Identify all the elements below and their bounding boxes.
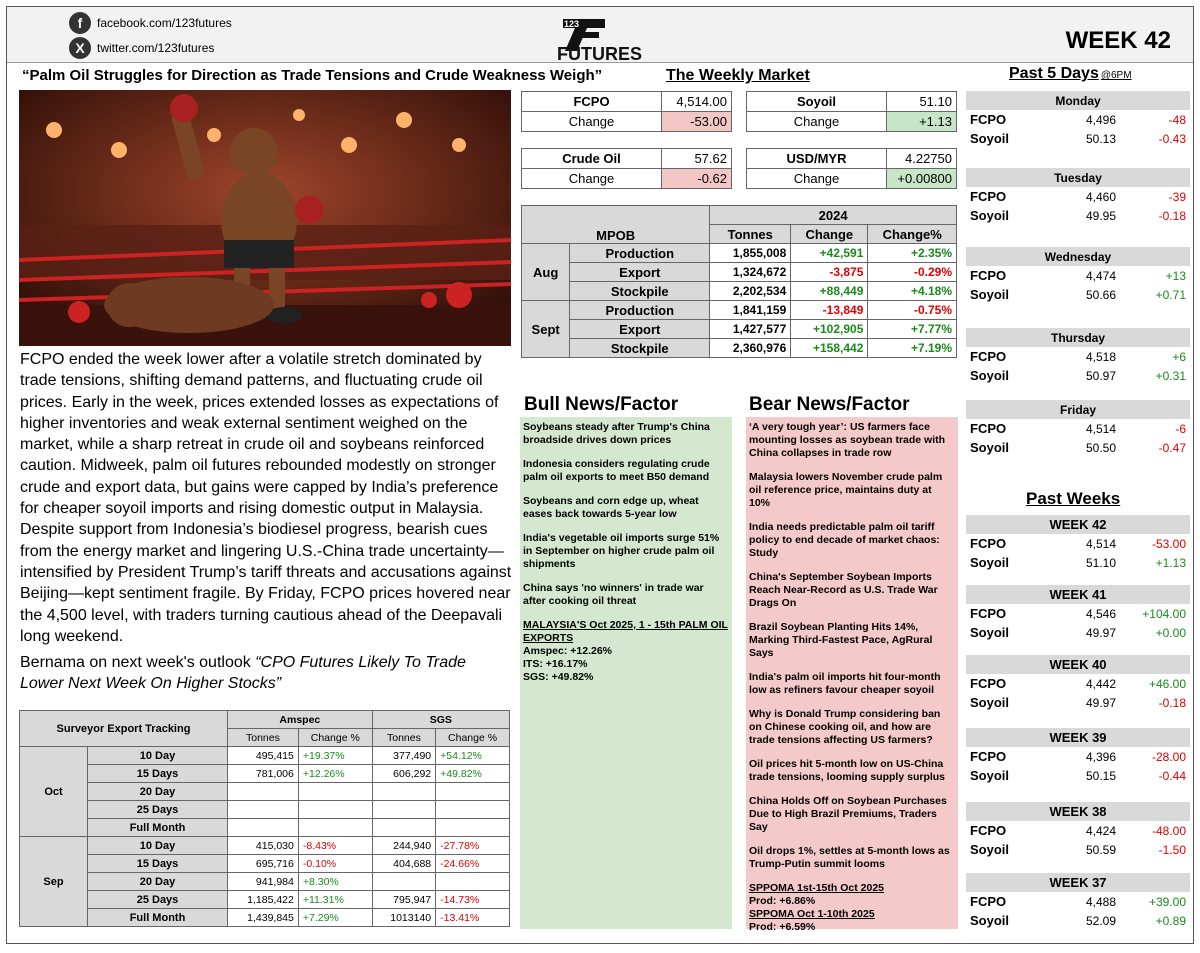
- survey-tonnes: 1013140: [372, 909, 435, 927]
- fcpo-label: FCPO: [970, 421, 1007, 436]
- weekly-market-title: The Weekly Market: [666, 67, 810, 84]
- survey-tonnes: 941,984: [228, 873, 299, 891]
- crude-box: [521, 148, 732, 189]
- survey-period: Full Month: [88, 819, 228, 837]
- headline: “Palm Oil Struggles for Direction as Trade Tensions and Crude Weakness Weigh”: [22, 67, 603, 84]
- soyoil-price: 52.09: [1085, 913, 1116, 928]
- survey-change: +8.30%: [298, 873, 372, 891]
- mpob-tonnes: 1,427,577: [710, 320, 791, 339]
- mpob-pct: +4.18%: [868, 282, 957, 301]
- bear-news-item[interactable]: Why is Donald Trump considering ban on Chinese cooking oil, and how are trade tensions affecting US farmers?: [749, 708, 941, 746]
- soyoil-price: 50.13: [1085, 131, 1116, 146]
- fcpo-label: FCPO: [970, 606, 1007, 621]
- week-block: [966, 515, 1190, 572]
- bear-news-item[interactable]: India needs predictable palm oil tariff policy to end decade of market chaos: Study: [749, 521, 940, 559]
- fcpo-price-change: -6: [1175, 421, 1186, 436]
- mpob-header-pct: Change%: [868, 225, 957, 244]
- bull-news-item[interactable]: China says 'no winners' in trade war after cooking oil threat: [523, 582, 704, 607]
- survey-tonnes: 781,006: [228, 765, 299, 783]
- soyoil-price-change: -1.50: [1158, 842, 1186, 857]
- survey-period: 10 Day: [88, 747, 228, 765]
- week-header: WEEK 42: [966, 515, 1190, 534]
- bear-title: Bear News/Factor: [749, 394, 910, 415]
- mpob-row: [522, 301, 957, 320]
- fcpo-label: FCPO: [970, 349, 1007, 364]
- mpob-pct: +2.35%: [868, 244, 957, 263]
- outlook-quote: “CPO Futures Likely To Trade Lower Next Week On Higher Stocks”: [20, 654, 466, 692]
- soyoil-label: Soyoil: [970, 131, 1010, 146]
- soyoil-price: 50.50: [1085, 440, 1116, 455]
- fcpo-price-change: -48.00: [1151, 823, 1186, 838]
- week-header: WEEK 41: [966, 585, 1190, 604]
- bull-export-item: SGS: +49.82%: [523, 671, 594, 683]
- survey-tonnes: 795,947: [372, 891, 435, 909]
- day-header: Thursday: [966, 328, 1190, 347]
- mpob-row: [522, 339, 957, 358]
- survey-month: Oct: [20, 747, 88, 837]
- survey-tonnes: [228, 783, 299, 801]
- week-label: WEEK 42: [1065, 27, 1171, 54]
- bull-news-item[interactable]: Soybeans and corn edge up, wheat eases back towards 5-year low: [523, 495, 699, 520]
- survey-change: -24.66%: [436, 855, 510, 873]
- survey-tonnes: [372, 783, 435, 801]
- survey-change: +12.26%: [298, 765, 372, 783]
- fcpo-price-change: +46.00: [1148, 676, 1186, 691]
- bear-news-item[interactable]: Oil prices hit 5-month low on US-China trade tensions, looming supply surplus: [749, 758, 946, 783]
- past-5-days-suffix: @6PM: [1100, 70, 1132, 81]
- fcpo-price: 4,442: [1085, 676, 1116, 691]
- survey-row: [20, 801, 510, 819]
- fcpo-price-change: +104.00: [1142, 606, 1186, 621]
- bull-news-item[interactable]: Indonesia considers regulating crude palm oil exports to meet B50 demand: [523, 458, 710, 483]
- day-header: Tuesday: [966, 168, 1190, 187]
- mpob-row: [522, 244, 957, 263]
- sppoma-value-1: Prod: +6.86%: [749, 895, 816, 907]
- survey-change: -14.73%: [436, 891, 510, 909]
- soyoil-label: Soyoil: [970, 208, 1010, 223]
- soyoil-label: Soyoil: [747, 92, 887, 112]
- survey-period: 15 Days: [88, 765, 228, 783]
- logo: [555, 17, 665, 63]
- mpob-tonnes: 2,202,534: [710, 282, 791, 301]
- day-block: [966, 168, 1190, 225]
- survey-row: [20, 837, 510, 855]
- soyoil-price: 49.97: [1085, 695, 1116, 710]
- survey-row: [20, 783, 510, 801]
- soyoil-price: 49.95: [1085, 208, 1116, 223]
- fcpo-price-change: +6: [1172, 349, 1186, 364]
- survey-row: [20, 819, 510, 837]
- fcpo-label: FCPO: [970, 676, 1007, 691]
- x-icon: X: [69, 37, 91, 59]
- day-block: [966, 247, 1190, 304]
- survey-tonnes: 1,439,845: [228, 909, 299, 927]
- survey-tonnes: 495,415: [228, 747, 299, 765]
- past-5-days-label: Past 5 Days: [1009, 65, 1099, 82]
- mpob-row: [522, 282, 957, 301]
- survey-change: -27.78%: [436, 837, 510, 855]
- fcpo-price-change: -53.00: [1151, 536, 1186, 551]
- mpob-metric: Stockpile: [570, 282, 710, 301]
- survey-tonnes: [372, 819, 435, 837]
- soyoil-price-change: +0.00: [1155, 625, 1186, 640]
- mpob-metric: Export: [570, 320, 710, 339]
- mpob-header-tonnes: Tonnes: [710, 225, 791, 244]
- crude-change: -0.62: [662, 169, 732, 189]
- soyoil-price: 50.66: [1085, 287, 1116, 302]
- fcpo-price: 4,546: [1085, 606, 1116, 621]
- survey-tonnes: 606,292: [372, 765, 435, 783]
- survey-row: [20, 909, 510, 927]
- day-block: [966, 91, 1190, 148]
- mpob-month: Sept: [522, 301, 570, 358]
- survey-change: +11.31%: [298, 891, 372, 909]
- day-block: [966, 328, 1190, 385]
- week-header: WEEK 40: [966, 655, 1190, 674]
- survey-tonnes: 1,185,422: [228, 891, 299, 909]
- mpob-row: [522, 320, 957, 339]
- soyoil-price-change: -0.47: [1158, 440, 1186, 455]
- fcpo-price-change: +13: [1165, 268, 1186, 283]
- mpob-tonnes: 1,841,159: [710, 301, 791, 320]
- bear-news-item[interactable]: ‘A very tough year’: US farmers face mounting losses as soybean trade with China collapses in trade row: [749, 421, 946, 459]
- bull-news-panel: [520, 417, 732, 929]
- mpob-metric: Production: [570, 244, 710, 263]
- mpob-pct: -0.29%: [868, 263, 957, 282]
- twitter-link[interactable]: [69, 37, 214, 59]
- usdmyr-change: +0.00800: [887, 169, 957, 189]
- survey-period: 20 Day: [88, 873, 228, 891]
- header: [7, 7, 1193, 63]
- survey-change: -13.41%: [436, 909, 510, 927]
- week-header: WEEK 38: [966, 802, 1190, 821]
- soyoil-change: +1.13: [887, 112, 957, 132]
- soyoil-price-change: +0.89: [1155, 913, 1186, 928]
- soyoil-price-change: +0.71: [1155, 287, 1186, 302]
- fcpo-change: -53.00: [662, 112, 732, 132]
- survey-row: [20, 855, 510, 873]
- soyoil-value: 51.10: [887, 92, 957, 112]
- bear-news-panel: [746, 417, 958, 933]
- usdmyr-change-label: Change: [747, 169, 887, 189]
- mpob-year: 2024: [710, 206, 957, 225]
- fcpo-label: FCPO: [970, 536, 1007, 551]
- crude-change-label: Change: [522, 169, 662, 189]
- mpob-tonnes: 2,360,976: [710, 339, 791, 358]
- mpob-label: MPOB: [522, 206, 710, 244]
- logo-text: FUTURES: [557, 44, 642, 63]
- survey-period: 25 Days: [88, 891, 228, 909]
- fcpo-label: FCPO: [970, 894, 1007, 909]
- bear-news-item[interactable]: China's September Soybean Imports Reach Near-Record as U.S. Trade War Drags On: [749, 571, 938, 609]
- survey-change: [298, 801, 372, 819]
- mpob-pct: -0.75%: [868, 301, 957, 320]
- day-block: [966, 400, 1190, 457]
- soyoil-label: Soyoil: [970, 695, 1010, 710]
- outlook-prefix: Bernama on next week's outlook: [20, 654, 256, 671]
- bull-export-title: MALAYSIA'S Oct 2025, 1 - 15th PALM OIL EXPORTS: [523, 619, 728, 644]
- bull-news-item[interactable]: India's vegetable oil imports surge 51% in September on higher crude palm oil shipments: [523, 532, 720, 570]
- fcpo-price: 4,396: [1085, 749, 1116, 764]
- day-header: Wednesday: [966, 247, 1190, 266]
- survey-tonnes: [228, 819, 299, 837]
- usdmyr-box: [746, 148, 957, 189]
- mpob-tonnes: 1,324,672: [710, 263, 791, 282]
- survey-tonnes: 404,688: [372, 855, 435, 873]
- twitter-text: twitter.com/123futures: [97, 41, 215, 55]
- survey-change: [436, 873, 510, 891]
- fcpo-price: 4,496: [1085, 112, 1116, 127]
- survey-period: 10 Day: [88, 837, 228, 855]
- bear-news-item[interactable]: China Holds Off on Soybean Purchases Due to High Brazil Premiums, Traders Say: [749, 795, 947, 833]
- logo-icon: [555, 17, 665, 63]
- survey-month: Sep: [20, 837, 88, 927]
- survey-row: [20, 891, 510, 909]
- soyoil-price: 50.97: [1085, 368, 1116, 383]
- survey-tonnes: 695,716: [228, 855, 299, 873]
- facebook-icon: f: [69, 12, 91, 34]
- soyoil-price: 49.97: [1085, 625, 1116, 640]
- bear-news-item[interactable]: Malaysia lowers November crude palm oil reference price, maintains duty at 10%: [749, 471, 943, 509]
- survey-change: -8.43%: [298, 837, 372, 855]
- bear-boxer-illustration: [19, 90, 511, 346]
- mpob-table: [521, 205, 957, 358]
- mpob-metric: Production: [570, 301, 710, 320]
- sppoma-value-2: Prod: +6.59%: [749, 921, 816, 933]
- survey-title: Surveyor Export Tracking: [20, 711, 228, 747]
- mpob-change: -13,849: [791, 301, 868, 320]
- mpob-change: +158,442: [791, 339, 868, 358]
- survey-tonnes: 377,490: [372, 747, 435, 765]
- survey-period: Full Month: [88, 909, 228, 927]
- bull-export-item: ITS: +16.17%: [523, 658, 588, 670]
- sppoma-title-2: SPPOMA Oct 1-10th 2025: [749, 908, 875, 920]
- fcpo-price: 4,460: [1085, 189, 1116, 204]
- day-header: Friday: [966, 400, 1190, 419]
- bull-export-item: Amspec: +12.26%: [523, 645, 613, 657]
- soyoil-label: Soyoil: [970, 842, 1010, 857]
- survey-period: 15 Days: [88, 855, 228, 873]
- survey-tonnes: [372, 801, 435, 819]
- soyoil-change-label: Change: [747, 112, 887, 132]
- bear-news-item[interactable]: Brazil Soybean Planting Hits 14%, Marking Third-Fastest Pace, AgRural Says: [749, 621, 933, 659]
- mpob-metric: Export: [570, 263, 710, 282]
- survey-tonnes: 244,940: [372, 837, 435, 855]
- logo-number: 123: [564, 19, 580, 29]
- survey-period: 25 Days: [88, 801, 228, 819]
- soyoil-label: Soyoil: [970, 368, 1010, 383]
- fcpo-price: 4,514: [1085, 536, 1116, 551]
- facebook-link[interactable]: [69, 12, 232, 34]
- soyoil-label: Soyoil: [970, 913, 1010, 928]
- survey-change: +7.29%: [298, 909, 372, 927]
- bull-title: Bull News/Factor: [524, 394, 679, 415]
- survey-change: +54.12%: [436, 747, 510, 765]
- survey-amspec: Amspec: [228, 711, 373, 729]
- survey-tonnes: 415,030: [228, 837, 299, 855]
- survey-change: [436, 819, 510, 837]
- soyoil-price-change: -0.18: [1158, 695, 1186, 710]
- soyoil-label: Soyoil: [970, 555, 1010, 570]
- fcpo-box: [521, 91, 732, 132]
- week-block: [966, 585, 1190, 642]
- soyoil-price: 50.15: [1085, 768, 1116, 783]
- bear-news-item[interactable]: India's palm oil imports hit four-month low as refiners favour cheaper soyoil: [749, 671, 941, 696]
- soyoil-price-change: +0.31: [1155, 368, 1186, 383]
- survey-change: +19.37%: [298, 747, 372, 765]
- mpob-pct: +7.77%: [868, 320, 957, 339]
- survey-change: [298, 819, 372, 837]
- soyoil-label: Soyoil: [970, 440, 1010, 455]
- fcpo-label: FCPO: [522, 92, 662, 112]
- market-summary: FCPO ended the week lower after a volatile stretch dominated by trade tensions, shifting demand patterns, and fluctuating crude oil prices. Early in the week, prices extended losses as expectations of higher inventories and weak external sentiment weighed on the market, while a sharp retreat in crude oil and soybeans reinforced caution. Midweek, palm oil futures rebounded modestly on stronger crude and export data, but gains were capped by India’s preference for cheaper soyoil imports and rising domestic output in Malaysia. Despite support from Indonesia’s biodiesel progress, bearish cues from the energy market and lingering U.S.-China trade uncertainty—intensified by President Trump’s tariff threats and accusations against Beijing—kept sentiment fragile. By Friday, FCPO prices hovered near the 4,500 level, with traders turning cautious ahead of the Deepavali long weekend.: [20, 351, 512, 645]
- soyoil-label: Soyoil: [970, 625, 1010, 640]
- soyoil-price: 50.59: [1085, 842, 1116, 857]
- soyoil-price-change: -0.18: [1158, 208, 1186, 223]
- crude-value: 57.62: [662, 149, 732, 169]
- past-5-days-title: [1009, 65, 1132, 83]
- mpob-metric: Stockpile: [570, 339, 710, 358]
- fcpo-price: 4,514: [1085, 421, 1116, 436]
- survey-h-tonnes-1: Tonnes: [228, 729, 299, 747]
- mpob-change: +88,449: [791, 282, 868, 301]
- fcpo-price-change: -48: [1168, 112, 1186, 127]
- bear-news-item[interactable]: Oil drops 1%, settles at 5-month lows as Trump-Putin summit looms: [749, 845, 950, 870]
- soyoil-price-change: +1.13: [1155, 555, 1186, 570]
- past-weeks-title: Past Weeks: [1026, 489, 1121, 508]
- mpob-month: Aug: [522, 244, 570, 301]
- soyoil-price: 51.10: [1085, 555, 1116, 570]
- week-block: [966, 802, 1190, 859]
- usdmyr-value: 4.22750: [887, 149, 957, 169]
- survey-row: [20, 873, 510, 891]
- fcpo-value: 4,514.00: [662, 92, 732, 112]
- week-block: [966, 873, 1190, 930]
- week-block: [966, 655, 1190, 712]
- fcpo-label: FCPO: [970, 189, 1007, 204]
- survey-change: -0.10%: [298, 855, 372, 873]
- survey-tonnes: [228, 801, 299, 819]
- fcpo-price-change: +39.00: [1148, 894, 1186, 909]
- fcpo-price: 4,488: [1085, 894, 1116, 909]
- week-header: WEEK 37: [966, 873, 1190, 892]
- fcpo-label: FCPO: [970, 112, 1007, 127]
- day-header: Monday: [966, 91, 1190, 110]
- soyoil-price-change: -0.44: [1158, 768, 1186, 783]
- survey-change: [298, 783, 372, 801]
- outlook: [20, 652, 512, 694]
- mpob-change: +102,905: [791, 320, 868, 339]
- soyoil-label: Soyoil: [970, 287, 1010, 302]
- soyoil-box: [746, 91, 957, 132]
- fcpo-label: FCPO: [970, 823, 1007, 838]
- survey-h-change-1: Change %: [298, 729, 372, 747]
- survey-change: [436, 801, 510, 819]
- fcpo-price: 4,474: [1085, 268, 1116, 283]
- survey-h-tonnes-2: Tonnes: [372, 729, 435, 747]
- surveyor-table: [19, 710, 510, 927]
- fcpo-change-label: Change: [522, 112, 662, 132]
- mpob-change: -3,875: [791, 263, 868, 282]
- survey-row: [20, 747, 510, 765]
- survey-period: 20 Day: [88, 783, 228, 801]
- survey-h-change-2: Change %: [436, 729, 510, 747]
- week-header: WEEK 39: [966, 728, 1190, 747]
- survey-row: [20, 765, 510, 783]
- boxing-ring-image: [19, 90, 511, 346]
- crude-label: Crude Oil: [522, 149, 662, 169]
- mpob-row: [522, 263, 957, 282]
- soyoil-label: Soyoil: [970, 768, 1010, 783]
- soyoil-price-change: -0.43: [1158, 131, 1186, 146]
- sppoma-title-1: SPPOMA 1st-15th Oct 2025: [749, 882, 884, 894]
- survey-change: +49.82%: [436, 765, 510, 783]
- mpob-pct: +7.19%: [868, 339, 957, 358]
- mpob-tonnes: 1,855,008: [710, 244, 791, 263]
- survey-sgs: SGS: [372, 711, 509, 729]
- mpob-header-change: Change: [791, 225, 868, 244]
- mpob-change: +42,591: [791, 244, 868, 263]
- fcpo-price-change: -28.00: [1151, 749, 1186, 764]
- usdmyr-label: USD/MYR: [747, 149, 887, 169]
- fcpo-price-change: -39: [1168, 189, 1186, 204]
- fcpo-price: 4,518: [1085, 349, 1116, 364]
- fcpo-label: FCPO: [970, 268, 1007, 283]
- survey-tonnes: [372, 873, 435, 891]
- survey-change: [436, 783, 510, 801]
- fcpo-label: FCPO: [970, 749, 1007, 764]
- bull-news-item[interactable]: Soybeans steady after Trump's China broadside drives down prices: [523, 421, 710, 446]
- facebook-text: facebook.com/123futures: [97, 16, 232, 30]
- week-block: [966, 728, 1190, 785]
- fcpo-price: 4,424: [1085, 823, 1116, 838]
